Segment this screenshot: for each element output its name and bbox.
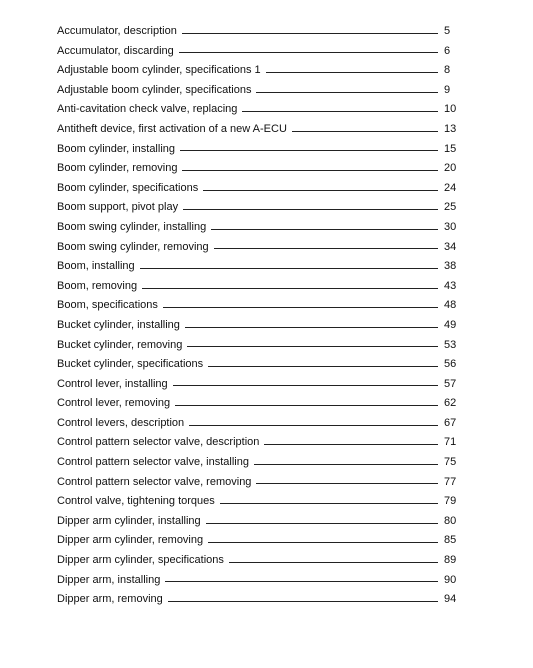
index-entry[interactable]: [57, 453, 465, 473]
leader-line: [182, 170, 438, 171]
leader-line: [168, 601, 438, 602]
entry-title: Control lever, installing: [57, 377, 168, 390]
index-entry[interactable]: [57, 100, 465, 120]
entry-title: Boom, removing: [57, 279, 138, 292]
entry-title: Anti-cavitation check valve, replacing: [57, 103, 238, 116]
entry-page-number: 13: [444, 122, 457, 135]
leader-line: [179, 52, 438, 53]
index-entry[interactable]: [57, 394, 465, 414]
entry-title: Control lever, removing: [57, 397, 171, 410]
index-entry[interactable]: [57, 120, 465, 140]
index-entry[interactable]: [57, 198, 465, 218]
leader-line: [203, 190, 438, 191]
leader-line: [208, 366, 438, 367]
entry-title: Boom support, pivot play: [57, 201, 179, 214]
index-entry[interactable]: [57, 61, 465, 81]
leader-line: [264, 444, 438, 445]
entry-title: Control pattern selector valve, description: [57, 436, 260, 449]
entry-title: Adjustable boom cylinder, specifications: [57, 83, 252, 96]
entry-page-number: 8: [444, 64, 451, 77]
entry-page-number: 53: [444, 338, 457, 351]
index-entry[interactable]: [57, 277, 465, 297]
entry-page-number: 79: [444, 495, 457, 508]
entry-page-number: 30: [444, 220, 457, 233]
leader-line: [180, 150, 438, 151]
entry-title: Boom, installing: [57, 260, 135, 273]
entry-title: Dipper arm, removing: [57, 593, 163, 606]
entry-title: Bucket cylinder, installing: [57, 318, 180, 331]
index-entry[interactable]: [57, 316, 465, 336]
index-entry[interactable]: [57, 22, 465, 42]
index-entry[interactable]: [57, 375, 465, 395]
entry-title: Accumulator, description: [57, 25, 177, 37]
entry-title: Boom cylinder, removing: [57, 162, 178, 175]
index-entry[interactable]: [57, 238, 465, 258]
entry-page-number: 6: [444, 44, 451, 57]
entry-title: Dipper arm cylinder, removing: [57, 534, 204, 547]
leader-line: [187, 346, 438, 347]
leader-line: [183, 209, 438, 210]
leader-line: [140, 268, 438, 269]
leader-line: [182, 33, 438, 34]
entry-page-number: 43: [444, 279, 457, 292]
leader-line: [175, 405, 438, 406]
entry-page-number: 75: [444, 456, 457, 469]
index-entry[interactable]: [57, 159, 465, 179]
entry-title: Antitheft device, first activation of a new A-ECU: [57, 122, 287, 135]
entry-page-number: 56: [444, 358, 457, 371]
entry-page-number: 77: [444, 475, 457, 488]
index-entry[interactable]: [57, 551, 465, 571]
index-entry[interactable]: [57, 81, 465, 101]
index-entry[interactable]: [57, 512, 465, 532]
entry-page-number: 38: [444, 260, 457, 273]
entry-title: Boom swing cylinder, removing: [57, 240, 209, 253]
index-entry[interactable]: [57, 296, 465, 316]
entry-page-number: 10: [444, 103, 457, 116]
entry-page-number: 85: [444, 534, 457, 547]
leader-line: [163, 307, 438, 308]
entry-title: Adjustable boom cylinder, specifications 1: [57, 64, 261, 77]
leader-line: [211, 229, 438, 230]
entry-page-number: 9: [444, 83, 451, 96]
leader-line: [256, 483, 438, 484]
entry-title: Boom cylinder, installing: [57, 142, 176, 155]
leader-line: [185, 327, 438, 328]
entry-page-number: 67: [444, 416, 457, 429]
leader-line: [206, 523, 438, 524]
entry-page-number: 80: [444, 514, 457, 527]
entry-page-number: 15: [444, 142, 457, 155]
leader-line: [292, 131, 438, 132]
leader-line: [189, 425, 438, 426]
entry-title: Control pattern selector valve, installing: [57, 456, 249, 469]
index-entry[interactable]: [57, 531, 465, 551]
leader-line: [266, 72, 438, 73]
entry-title: Boom swing cylinder, installing: [57, 220, 207, 233]
index-entry[interactable]: [57, 492, 465, 512]
leader-line: [214, 248, 438, 249]
index-entry[interactable]: [57, 218, 465, 238]
index-entry[interactable]: [57, 257, 465, 277]
entry-title: Dipper arm cylinder, specifications: [57, 554, 224, 567]
entry-page-number: 34: [444, 240, 457, 253]
entry-title: Control pattern selector valve, removing: [57, 475, 252, 488]
leader-line: [173, 385, 438, 386]
entry-title: Dipper arm cylinder, installing: [57, 514, 201, 527]
entry-title: Control valve, tightening torques: [57, 495, 215, 508]
entry-page-number: 24: [444, 181, 457, 194]
entry-page-number: 25: [444, 201, 457, 214]
entry-page-number: 20: [444, 162, 457, 175]
entry-page-number: 94: [444, 593, 457, 606]
leader-line: [142, 288, 438, 289]
index-entry[interactable]: [57, 42, 465, 62]
entry-title: Boom, specifications: [57, 299, 158, 312]
leader-line: [254, 464, 438, 465]
index-entry[interactable]: [57, 571, 465, 591]
index-entry[interactable]: [57, 414, 465, 434]
index-entry[interactable]: [57, 336, 465, 356]
index-entry[interactable]: [57, 140, 465, 160]
index-entry[interactable]: [57, 179, 465, 199]
entry-page-number: 62: [444, 397, 457, 410]
entry-title: Bucket cylinder, specifications: [57, 358, 204, 371]
entry-title: Bucket cylinder, removing: [57, 338, 183, 351]
index-entry[interactable]: [57, 473, 465, 493]
index-entry[interactable]: [57, 433, 465, 453]
entry-title: Boom cylinder, specifications: [57, 181, 199, 194]
entry-page-number: 49: [444, 318, 457, 331]
entry-title: Accumulator, discarding: [57, 44, 174, 57]
leader-line: [256, 92, 438, 93]
leader-line: [242, 111, 438, 112]
entry-page-number: 90: [444, 573, 457, 586]
index-entry[interactable]: [57, 355, 465, 375]
leader-line: [220, 503, 438, 504]
leader-line: [229, 562, 438, 563]
index-list: [57, 22, 465, 610]
entry-title: Dipper arm, installing: [57, 573, 161, 586]
leader-line: [208, 542, 438, 543]
index-entry[interactable]: [57, 590, 465, 610]
entry-page-number: 48: [444, 299, 457, 312]
entry-page-number: 89: [444, 554, 457, 567]
entry-page-number: 71: [444, 436, 457, 449]
entry-page-number: 5: [444, 25, 451, 37]
leader-line: [165, 581, 438, 582]
entry-title: Control levers, description: [57, 416, 185, 429]
entry-page-number: 57: [444, 377, 457, 390]
